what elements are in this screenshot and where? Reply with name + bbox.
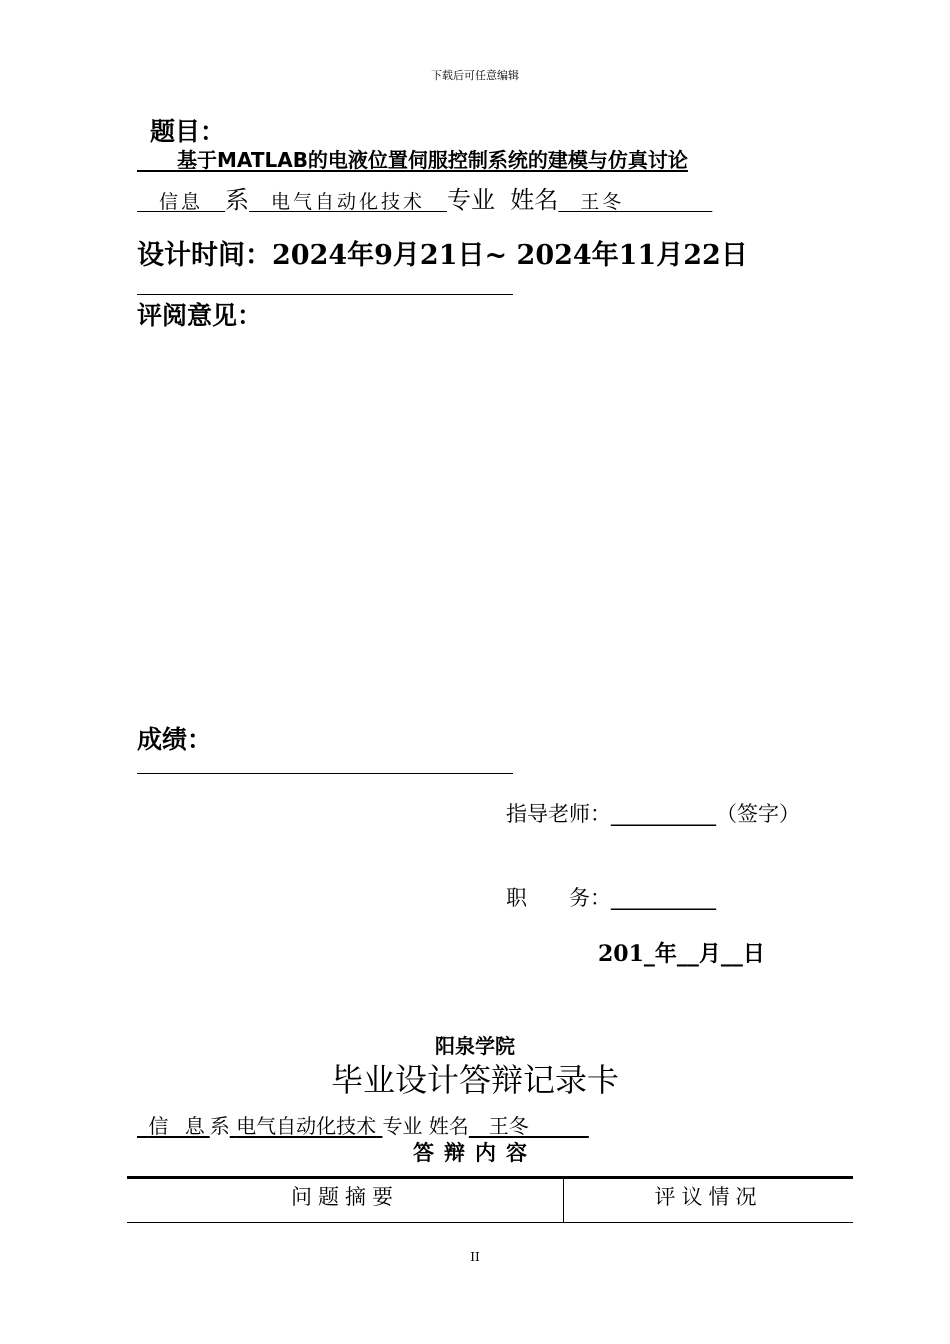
topic-label: 题目： (150, 117, 226, 146)
defense-content-heading: 答辩内容 (413, 1141, 537, 1165)
topic-value: 基于MATLAB的电液位置伺服控制系统的建模与仿真讨论 (137, 148, 688, 172)
defense-record-table (127, 1176, 853, 1223)
advisor-position: 职 务：__________ (506, 886, 716, 910)
name-value: 王冬 (558, 191, 713, 213)
card-department-value: 信 息 (148, 1114, 210, 1138)
card-title: 毕业设计答辩记录卡 (330, 1061, 619, 1099)
score-label: 成绩： (137, 725, 213, 754)
card-name-label: 姓名 (428, 1114, 469, 1138)
department-suffix: 系 (225, 186, 250, 214)
school-name: 阳泉学院 (435, 1034, 515, 1058)
table-header-question-summary: 问题摘要 (127, 1179, 564, 1222)
page-number: II (470, 1250, 480, 1264)
header-note: 下载后可任意编辑 (431, 69, 519, 82)
review-comments-label: 评阅意见： (137, 301, 263, 330)
table-header-evaluation: 评议情况 (654, 1185, 763, 1209)
department-value: 信息 (137, 191, 226, 213)
card-major-value: 电气自动化技术 (236, 1114, 377, 1138)
advisor-signature: 指导老师：__________（签字） (506, 802, 800, 826)
signature-date: 201_年__月__日 (598, 941, 765, 967)
score-line (137, 773, 513, 774)
card-department-suffix: 系 (209, 1114, 230, 1138)
card-name-value: 王冬 (468, 1114, 589, 1138)
divider-line (137, 294, 513, 295)
card-major-suffix: 专业 (382, 1114, 423, 1138)
card-department-row (137, 1110, 589, 1139)
design-time: 设计时间：2024年9月21日~ 2024年11月22日 (137, 240, 748, 271)
major-suffix: 专业 (447, 186, 496, 214)
major-value: 电气自动化技术 (249, 191, 448, 213)
name-label: 姓名 (510, 186, 559, 214)
department-row (137, 180, 712, 215)
